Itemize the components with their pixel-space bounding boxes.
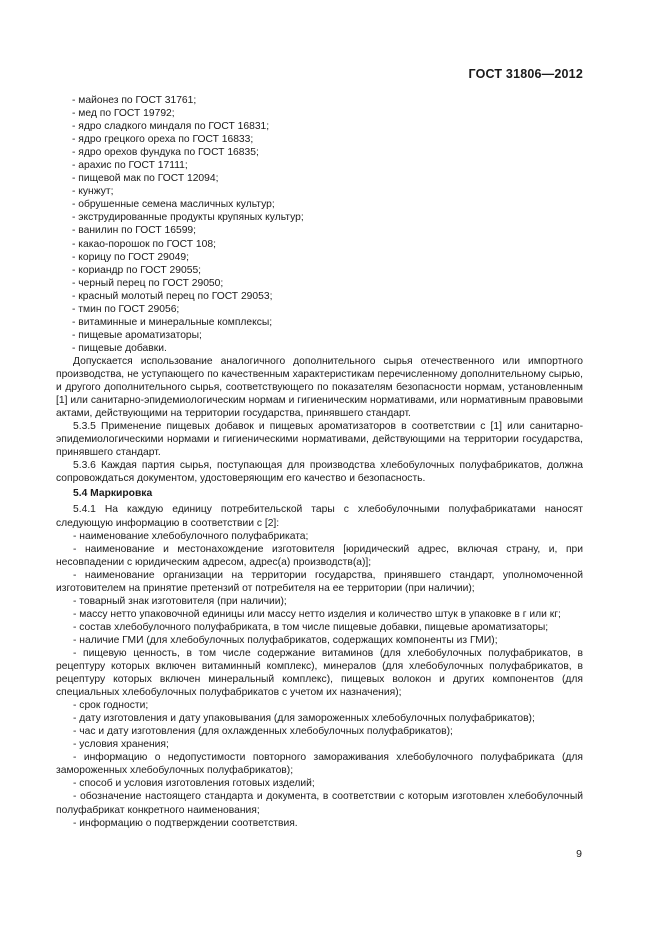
list-item: - пищевую ценность, в том числе содержание витаминов (для хлебобулочных полуфабрикатов, в рецептуру которых включен витаминный комплекс), минералов (для хлебобулочных полуфабрикатов, в рецептуру которых включен минеральный комплекс), пищевых волокон и других компонентов (для специальных хлебобулочных полуфабрикатов с учетом их назначения); <box>56 647 583 699</box>
clause-5-3-5: 5.3.5 Применение пищевых добавок и пищевых ароматизаторов в соответствии с [1] или санитарно-эпидемиологическими нормами и гигиеническими нормативами, действующими на территории государства, принявшего стандарт. <box>56 421 583 459</box>
list-item: - условия хранения; <box>73 739 169 751</box>
list-item: - экструдированные продукты крупяных культур; <box>72 212 304 224</box>
list-item: - наличие ГМИ (для хлебобулочных полуфабрикатов, содержащих компоненты из ГМИ); <box>73 634 498 646</box>
list-item: - наименование и местонахождение изготовителя [юридический адрес, включая страну, и, при несовпадении с юридическим адресом, адрес(а) производств(а)]; <box>56 543 583 568</box>
list-item: - черный перец по ГОСТ 29050; <box>72 277 224 289</box>
list-item: - обозначение настоящего стандарта и документа, в соответствии с которым изготовлен хлебобулочный полуфабрикат конкретного наименования; <box>56 791 583 816</box>
document-code-header: ГОСТ 31806—2012 <box>468 67 583 81</box>
list-item: - пищевые ароматизаторы; <box>72 329 202 341</box>
list-item: - пищевой мак по ГОСТ 12094; <box>72 173 219 185</box>
marking-list <box>56 530 583 830</box>
list-item: - информацию о подтверждении соответствия. <box>73 817 298 829</box>
list-item: - информацию о недопустимости повторного замораживания хлебобулочного полуфабриката (для замороженных хлебобулочных полуфабрикатов); <box>56 752 583 777</box>
list-item: - дату изготовления и дату упаковывания (для замороженных хлебобулочных полуфабрикатов); <box>73 713 535 725</box>
section-heading-marking: 5.4 Маркировка <box>73 488 153 500</box>
list-item: - какао-порошок по ГОСТ 108; <box>72 238 216 250</box>
ingredients-list <box>56 94 583 355</box>
clause-5-4-1: 5.4.1 На каждую единицу потребительской тары с хлебобулочными полуфабрикатами наносят следующую информацию в соответствии с [2]: <box>56 504 583 529</box>
list-item: - мед по ГОСТ 19792; <box>72 108 175 120</box>
list-item: - тмин по ГОСТ 29056; <box>72 303 180 315</box>
list-item: - час и дату изготовления (для охлажденных хлебобулочных полуфабрикатов); <box>73 726 453 738</box>
list-item: - массу нетто упаковочной единицы или массу нетто изделия и количество штук в упаковке в г или кг; <box>73 608 561 620</box>
list-item: - арахис по ГОСТ 17111; <box>72 160 188 172</box>
list-item: - ядро орехов фундука по ГОСТ 16835; <box>72 147 259 159</box>
page-body <box>56 94 583 830</box>
list-item: - кориандр по ГОСТ 29055; <box>72 264 202 276</box>
list-item: - ванилин по ГОСТ 16599; <box>72 225 197 237</box>
list-item: - майонез по ГОСТ 31761; <box>72 95 197 106</box>
analog-raw-materials-paragraph: Допускается использование аналогичного дополнительного сырья отечественного или импортного производства, не уступающего по качественным характеристикам перечисленному дополнительному сырью, и другого дополнительного сырья, соответствующего по показателям безопасности нормам, установленным [1] или санитарно-эпидемиологическим нормам и гигиеническим нормативами, или нормативным правовыми актами, действующими на территории государства, принявшего стандарт. <box>56 355 583 420</box>
list-item: - кунжут; <box>72 186 114 198</box>
list-item: - ядро сладкого миндаля по ГОСТ 16831; <box>72 121 270 133</box>
clause-5-3-6: 5.3.6 Каждая партия сырья, поступающая для производства хлебобулочных полуфабрикатов, должна сопровождаться документом, удостоверяющим его качество и безопасность. <box>56 460 583 485</box>
list-item: - наименование организации на территории государства, принявшего стандарт, уполномоченной изготовителем на принятие претензий от потребителя на ее территории (при наличии); <box>56 569 583 594</box>
list-item: - способ и условия изготовления готовых изделий; <box>73 778 315 790</box>
list-item: - состав хлебобулочного полуфабриката, в том числе пищевые добавки, пищевые ароматизаторы; <box>73 621 549 633</box>
page-number: 9 <box>576 848 582 860</box>
list-item: - срок годности; <box>73 700 149 712</box>
list-item: - пищевые добавки. <box>72 342 167 354</box>
list-item: - красный молотый перец по ГОСТ 29053; <box>72 290 273 302</box>
list-item: - витаминные и минеральные комплексы; <box>72 316 273 328</box>
list-item: - ядро грецкого ореха по ГОСТ 16833; <box>72 134 254 146</box>
list-item: - корицу по ГОСТ 29049; <box>72 251 189 263</box>
list-item: - наименование хлебобулочного полуфабриката; <box>73 530 309 542</box>
list-item: - обрушенные семена масличных культур; <box>72 199 275 211</box>
list-item: - товарный знак изготовителя (при наличии); <box>73 595 287 607</box>
